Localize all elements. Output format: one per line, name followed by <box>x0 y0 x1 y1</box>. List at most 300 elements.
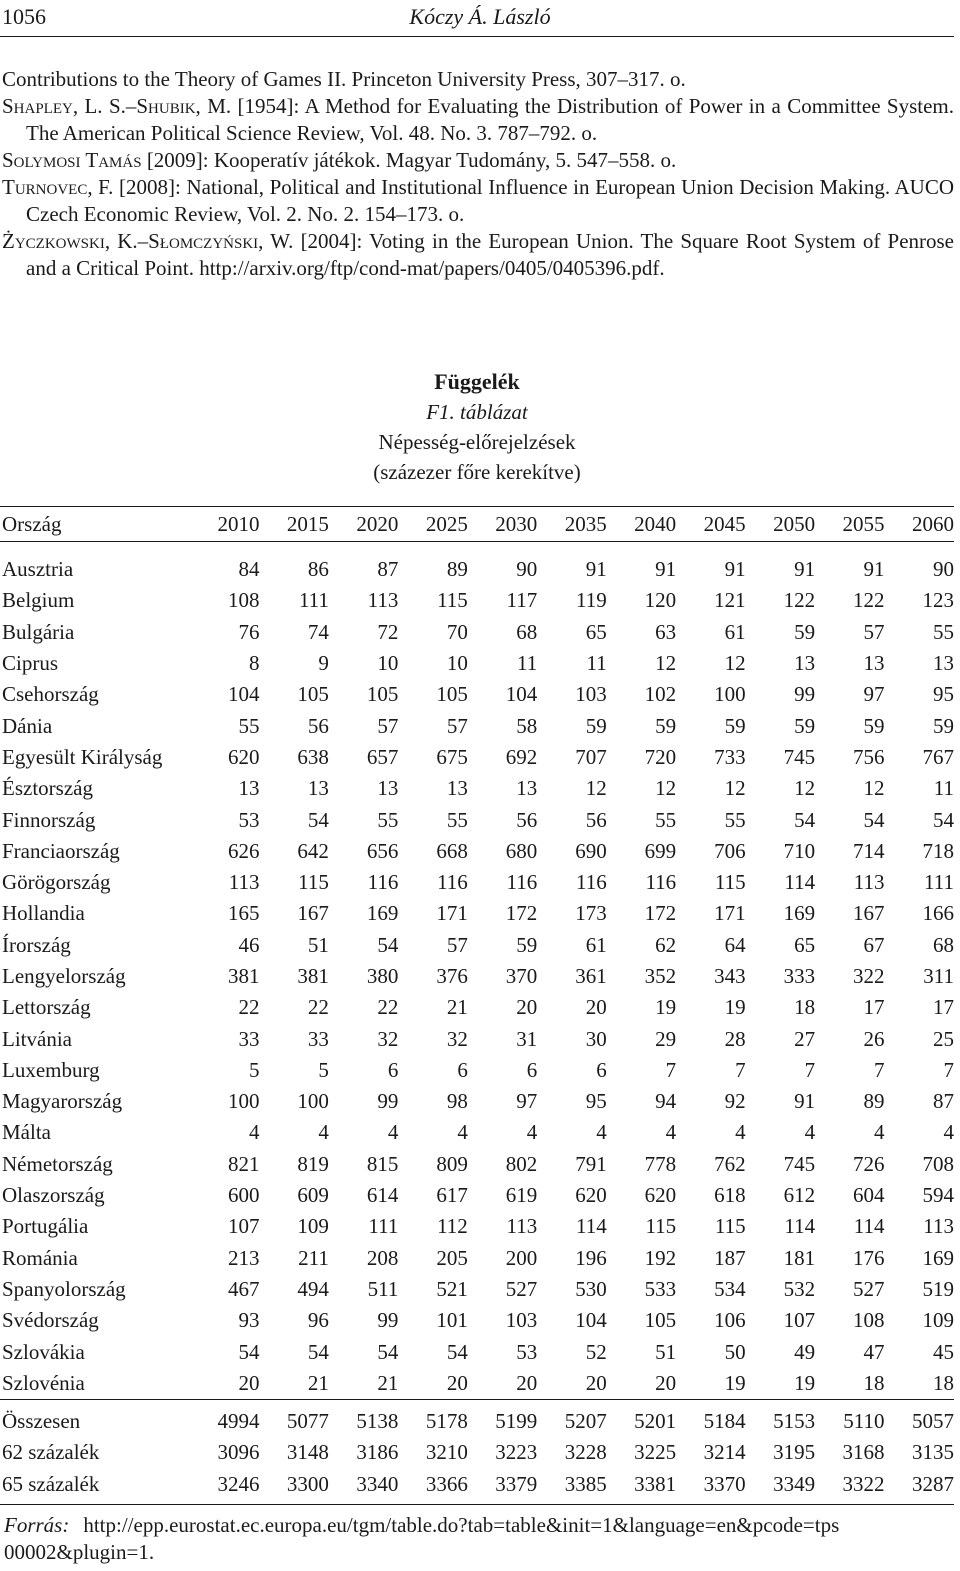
cell-value: 706 <box>714 838 746 863</box>
reference-item <box>2 147 954 174</box>
cell-value: 99 <box>377 1308 399 1333</box>
cell-value: 54 <box>446 1339 468 1364</box>
column-header-year: 2020 <box>329 507 398 542</box>
cell-value: 5199 <box>468 1400 537 1438</box>
table-row <box>0 773 954 804</box>
cell-value: 791 <box>575 1151 607 1176</box>
cell-value: 33 <box>307 1026 329 1051</box>
cell-value: 620 <box>644 1183 677 1208</box>
cell-value: 65 <box>585 619 607 644</box>
reference-text: [2008]: National, Political and Institutional Influence in European Union Decision Making. AUCO Czech Economic Review, Vol. 2. No. 2. 154–173. o. <box>26 175 955 226</box>
table-row <box>0 585 954 616</box>
table-row <box>0 1368 954 1400</box>
cell-value: 626 <box>227 838 260 863</box>
table-row <box>0 898 954 929</box>
cell-value: 97 <box>863 682 885 707</box>
cell-value: 5110 <box>815 1400 884 1438</box>
cell-value: 116 <box>575 870 607 895</box>
cell-value: 4 <box>596 1120 607 1145</box>
cell-value: 767 <box>922 744 954 769</box>
cell-value: 3381 <box>607 1469 676 1505</box>
cell-value: 3186 <box>356 1440 399 1465</box>
cell-value: 187 <box>714 1245 746 1270</box>
cell-value: 519 <box>922 1276 954 1301</box>
cell-value: 733 <box>714 744 746 769</box>
source-note <box>4 1512 954 1566</box>
cell-value: 12 <box>655 776 677 801</box>
cell-value: 98 <box>446 1089 468 1114</box>
cell-value: 51 <box>307 932 329 957</box>
table-totals <box>0 1400 954 1505</box>
row-label: Franciaország <box>2 838 120 863</box>
cell-value: 115 <box>645 1214 677 1239</box>
cell-value: 54 <box>307 807 329 832</box>
reference-author: Shapley, L. S.–Shubik, M. <box>2 94 232 118</box>
total-row <box>0 1469 954 1505</box>
cell-value: 617 <box>436 1183 468 1208</box>
column-header-year: 2035 <box>537 507 606 542</box>
cell-value: 169 <box>366 901 399 926</box>
cell-value: 112 <box>437 1214 468 1239</box>
cell-value: 22 <box>377 995 399 1020</box>
cell-value: 619 <box>505 1183 538 1208</box>
cell-value: 521 <box>436 1276 468 1301</box>
cell-value: 533 <box>644 1276 677 1301</box>
cell-value: 87 <box>933 1089 954 1114</box>
cell-value: 5077 <box>259 1400 328 1438</box>
cell-value: 171 <box>436 901 468 926</box>
table-row <box>0 1023 954 1054</box>
cell-value: 5138 <box>329 1400 398 1438</box>
column-header-year: 2025 <box>398 507 467 542</box>
cell-value: 31 <box>516 1026 538 1051</box>
cell-value: 20 <box>516 995 538 1020</box>
cell-value: 5178 <box>398 1400 467 1438</box>
cell-value: 7 <box>735 1057 746 1082</box>
cell-value: 114 <box>575 1214 607 1239</box>
reference-item <box>2 228 954 282</box>
cell-value: 3370 <box>676 1469 745 1505</box>
cell-value: 4 <box>943 1120 954 1145</box>
cell-value: 63 <box>655 619 677 644</box>
cell-value: 376 <box>436 964 468 988</box>
cell-value: 99 <box>377 1089 399 1114</box>
cell-value: 21 <box>307 1370 329 1395</box>
cell-value: 104 <box>575 1308 607 1333</box>
cell-value: 113 <box>367 588 399 613</box>
cell-value: 54 <box>307 1339 329 1364</box>
cell-value: 802 <box>505 1151 538 1176</box>
cell-value: 12 <box>794 776 816 801</box>
reference-author: Życzkowski, K.–Słomczyński, W. <box>2 229 294 253</box>
cell-value: 3385 <box>537 1469 606 1505</box>
cell-value: 99 <box>794 682 816 707</box>
cell-value: 22 <box>238 995 260 1020</box>
cell-value: 57 <box>377 713 399 738</box>
cell-value: 122 <box>783 588 816 613</box>
cell-value: 171 <box>714 901 746 926</box>
cell-value: 113 <box>228 870 260 895</box>
cell-value: 102 <box>644 682 677 707</box>
cell-value: 13 <box>933 651 954 676</box>
cell-value: 710 <box>783 838 816 863</box>
cell-value: 107 <box>227 1214 260 1239</box>
cell-value: 5201 <box>607 1400 676 1438</box>
reference-item <box>2 93 954 147</box>
cell-value: 13 <box>377 776 399 801</box>
cell-value: 12 <box>724 651 746 676</box>
reference-item: Contributions to the Theory of Games II. Princeton University Press, 307–317. o. <box>2 67 686 91</box>
cell-value: 89 <box>446 557 468 582</box>
column-header-year: 2040 <box>607 507 676 542</box>
cell-value: 105 <box>644 1308 677 1333</box>
cell-value: 55 <box>655 807 677 832</box>
cell-value: 74 <box>307 619 329 644</box>
cell-value: 620 <box>227 744 260 769</box>
cell-value: 3322 <box>815 1469 884 1505</box>
cell-value: 121 <box>714 588 746 613</box>
cell-value: 93 <box>238 1308 260 1333</box>
row-label: Németország <box>2 1151 113 1176</box>
cell-value: 13 <box>307 776 329 801</box>
cell-value: 49 <box>794 1339 816 1364</box>
table-row <box>0 1117 954 1148</box>
cell-value: 61 <box>585 932 607 957</box>
row-label: Észtország <box>2 776 93 801</box>
cell-value: 352 <box>644 964 677 988</box>
column-header-country: Ország <box>0 507 190 542</box>
cell-value: 532 <box>783 1276 816 1301</box>
cell-value: 113 <box>506 1214 538 1239</box>
cell-value: 89 <box>863 1089 885 1114</box>
cell-value: 3228 <box>564 1440 607 1465</box>
row-label: Szlovákia <box>2 1339 85 1364</box>
cell-value: 111 <box>368 1214 399 1239</box>
cell-value: 54 <box>863 807 885 832</box>
cell-value: 4 <box>526 1120 538 1145</box>
cell-value: 594 <box>922 1183 954 1208</box>
cell-value: 4 <box>665 1120 677 1145</box>
cell-value: 6 <box>596 1057 607 1082</box>
cell-value: 116 <box>506 870 538 895</box>
cell-value: 30 <box>585 1026 607 1051</box>
cell-value: 52 <box>585 1339 607 1364</box>
cell-value: 370 <box>505 964 538 988</box>
cell-value: 91 <box>585 557 607 582</box>
cell-value: 668 <box>436 838 468 863</box>
row-label: Olaszország <box>2 1183 105 1208</box>
table-row <box>0 867 954 898</box>
cell-value: 13 <box>446 776 468 801</box>
table-row <box>0 1274 954 1305</box>
cell-value: 76 <box>238 619 260 644</box>
cell-value: 618 <box>714 1183 746 1208</box>
cell-value: 90 <box>516 557 538 582</box>
cell-value: 100 <box>714 682 746 707</box>
reference-text: [2009]: Kooperatív játékok. Magyar Tudomány, 5. 547–558. o. <box>146 148 677 172</box>
cell-value: 511 <box>367 1276 399 1301</box>
cell-value: 5057 <box>885 1400 954 1438</box>
cell-value: 59 <box>794 619 816 644</box>
cell-value: 322 <box>853 964 885 988</box>
cell-value: 65 <box>794 932 816 957</box>
table-row <box>0 836 954 867</box>
cell-value: 114 <box>853 1214 885 1239</box>
cell-value: 108 <box>227 588 260 613</box>
cell-value: 20 <box>446 1370 468 1395</box>
cell-value: 745 <box>783 744 816 769</box>
cell-value: 467 <box>227 1276 260 1301</box>
cell-value: 809 <box>436 1151 468 1176</box>
cell-value: 46 <box>238 932 260 957</box>
cell-value: 22 <box>307 995 329 1020</box>
cell-value: 103 <box>505 1308 538 1333</box>
appendix-heading <box>0 367 954 487</box>
cell-value: 100 <box>227 1089 260 1114</box>
row-label: Bulgária <box>2 619 75 644</box>
cell-value: 3223 <box>495 1440 538 1465</box>
cell-value: 62 <box>655 932 677 957</box>
cell-value: 97 <box>516 1089 538 1114</box>
cell-value: 527 <box>505 1276 538 1301</box>
cell-value: 51 <box>655 1339 677 1364</box>
row-label: Összesen <box>0 1400 190 1438</box>
cell-value: 494 <box>297 1276 329 1301</box>
row-label: Ciprus <box>2 651 59 676</box>
cell-value: 196 <box>575 1245 607 1270</box>
cell-value: 59 <box>794 713 816 738</box>
cell-value: 18 <box>863 1370 885 1395</box>
column-header-year: 2030 <box>468 507 537 542</box>
row-label: Szlovénia <box>2 1370 85 1395</box>
reference-item <box>2 174 954 228</box>
cell-value: 104 <box>505 682 538 707</box>
cell-value: 9 <box>318 651 329 676</box>
cell-value: 343 <box>714 964 746 988</box>
reference-author: Turnovec, F. <box>2 175 114 199</box>
cell-value: 5153 <box>746 1400 815 1438</box>
table-row <box>0 1086 954 1117</box>
cell-value: 11 <box>517 651 538 676</box>
cell-value: 84 <box>238 557 260 582</box>
cell-value: 53 <box>516 1339 538 1364</box>
total-row <box>0 1437 954 1468</box>
cell-value: 3340 <box>329 1469 398 1505</box>
cell-value: 169 <box>922 1245 954 1270</box>
row-label: 62 százalék <box>2 1440 100 1465</box>
column-header-year: 2045 <box>676 507 745 542</box>
cell-value: 111 <box>924 870 954 895</box>
cell-value: 657 <box>366 744 399 769</box>
row-label: Dánia <box>2 713 53 738</box>
cell-value: 604 <box>853 1183 885 1208</box>
cell-value: 208 <box>366 1245 399 1270</box>
cell-value: 32 <box>446 1026 468 1051</box>
cell-value: 192 <box>644 1245 677 1270</box>
cell-value: 56 <box>307 713 329 738</box>
cell-value: 47 <box>863 1339 885 1364</box>
table-row <box>0 1305 954 1336</box>
cell-value: 87 <box>377 557 399 582</box>
cell-value: 96 <box>307 1308 329 1333</box>
cell-value: 4 <box>457 1120 468 1145</box>
cell-value: 4 <box>248 1120 260 1145</box>
cell-value: 91 <box>724 557 746 582</box>
cell-value: 19 <box>794 1370 816 1395</box>
cell-value: 101 <box>436 1308 468 1333</box>
row-label: Ausztria <box>2 557 74 582</box>
table-row <box>0 992 954 1023</box>
cell-value: 18 <box>794 995 816 1020</box>
cell-value: 642 <box>297 838 329 863</box>
row-label: Málta <box>2 1120 51 1145</box>
cell-value: 68 <box>516 619 538 644</box>
cell-value: 167 <box>297 901 329 926</box>
cell-value: 166 <box>922 901 954 926</box>
cell-value: 527 <box>853 1276 885 1301</box>
table-row <box>0 710 954 741</box>
cell-value: 745 <box>783 1151 816 1176</box>
cell-value: 638 <box>297 744 329 769</box>
cell-value: 19 <box>724 995 746 1020</box>
cell-value: 56 <box>585 807 607 832</box>
cell-value: 100 <box>297 1089 329 1114</box>
cell-value: 20 <box>238 1370 260 1395</box>
cell-value: 86 <box>307 557 329 582</box>
cell-value: 18 <box>933 1370 954 1395</box>
cell-value: 3168 <box>842 1440 885 1465</box>
row-label: Hollandia <box>2 901 85 926</box>
row-label: Magyarország <box>2 1089 123 1114</box>
cell-value: 115 <box>714 1214 746 1239</box>
cell-value: 12 <box>655 651 677 676</box>
cell-value: 675 <box>436 744 468 769</box>
cell-value: 72 <box>377 619 399 644</box>
cell-value: 91 <box>655 557 677 582</box>
cell-value: 17 <box>933 995 954 1020</box>
cell-value: 5184 <box>676 1400 745 1438</box>
cell-value: 13 <box>516 776 538 801</box>
cell-value: 612 <box>783 1183 816 1208</box>
row-label: Írország <box>2 932 71 957</box>
cell-value: 119 <box>575 588 607 613</box>
cell-value: 53 <box>238 807 260 832</box>
cell-value: 92 <box>724 1089 746 1114</box>
running-author: Kóczy Á. László <box>409 4 551 29</box>
cell-value: 108 <box>853 1308 885 1333</box>
cell-value: 50 <box>724 1339 746 1364</box>
column-header-year: 2050 <box>746 507 815 542</box>
cell-value: 105 <box>297 682 329 707</box>
cell-value: 26 <box>863 1026 885 1051</box>
row-label: Románia <box>2 1245 78 1270</box>
cell-value: 815 <box>366 1151 399 1176</box>
cell-value: 91 <box>794 557 816 582</box>
total-row <box>0 1400 954 1438</box>
cell-value: 690 <box>575 838 607 863</box>
table-number: F1. táblázat <box>426 400 528 424</box>
cell-value: 54 <box>933 807 954 832</box>
cell-value: 54 <box>377 932 399 957</box>
row-label: Lettország <box>2 995 91 1020</box>
cell-value: 120 <box>644 588 677 613</box>
cell-value: 123 <box>922 588 954 613</box>
cell-value: 4 <box>804 1120 816 1145</box>
cell-value: 620 <box>575 1183 607 1208</box>
cell-value: 381 <box>227 964 260 988</box>
cell-value: 4994 <box>190 1400 259 1438</box>
cell-value: 20 <box>585 995 607 1020</box>
table-row <box>0 742 954 773</box>
cell-value: 12 <box>863 776 885 801</box>
cell-value: 692 <box>505 744 538 769</box>
cell-value: 114 <box>784 870 816 895</box>
cell-value: 205 <box>436 1245 468 1270</box>
cell-value: 13 <box>863 651 885 676</box>
cell-value: 117 <box>506 588 538 613</box>
cell-value: 91 <box>794 1089 816 1114</box>
cell-value: 13 <box>794 651 816 676</box>
row-label: Görögország <box>2 870 111 895</box>
cell-value: 656 <box>366 838 399 863</box>
cell-value: 8 <box>248 651 260 676</box>
cell-value: 115 <box>298 870 329 895</box>
cell-value: 600 <box>227 1183 260 1208</box>
cell-value: 21 <box>377 1370 399 1395</box>
cell-value: 819 <box>297 1151 329 1176</box>
cell-value: 55 <box>446 807 468 832</box>
cell-value: 534 <box>714 1276 746 1301</box>
cell-value: 95 <box>933 682 954 707</box>
cell-value: 28 <box>724 1026 746 1051</box>
cell-value: 27 <box>794 1026 816 1051</box>
cell-value: 55 <box>933 619 954 644</box>
cell-value: 778 <box>644 1151 677 1176</box>
cell-value: 211 <box>298 1245 329 1270</box>
cell-value: 3148 <box>286 1440 329 1465</box>
table-row <box>0 930 954 961</box>
cell-value: 57 <box>446 713 468 738</box>
cell-value: 10 <box>377 651 399 676</box>
cell-value: 169 <box>783 901 816 926</box>
population-forecast-table <box>0 506 954 1505</box>
cell-value: 103 <box>575 682 607 707</box>
page-header <box>0 0 954 37</box>
table-subtitle: (százezer főre kerekítve) <box>373 460 581 484</box>
cell-value: 54 <box>238 1339 260 1364</box>
column-header-year: 2010 <box>190 507 259 542</box>
cell-value: 172 <box>505 901 538 926</box>
cell-value: 105 <box>366 682 399 707</box>
cell-value: 104 <box>227 682 260 707</box>
cell-value: 7 <box>804 1057 816 1082</box>
column-header-year: 2015 <box>259 507 328 542</box>
cell-value: 720 <box>644 744 677 769</box>
cell-value: 5 <box>318 1057 329 1082</box>
table-row <box>0 679 954 710</box>
cell-value: 11 <box>586 651 607 676</box>
cell-value: 3195 <box>773 1440 816 1465</box>
cell-value: 165 <box>227 901 260 926</box>
cell-value: 213 <box>227 1245 260 1270</box>
cell-value: 21 <box>446 995 468 1020</box>
cell-value: 115 <box>437 588 468 613</box>
column-header-year: 2055 <box>815 507 884 542</box>
cell-value: 91 <box>863 557 885 582</box>
table-row <box>0 648 954 679</box>
cell-value: 5207 <box>537 1400 606 1438</box>
cell-value: 105 <box>436 682 468 707</box>
